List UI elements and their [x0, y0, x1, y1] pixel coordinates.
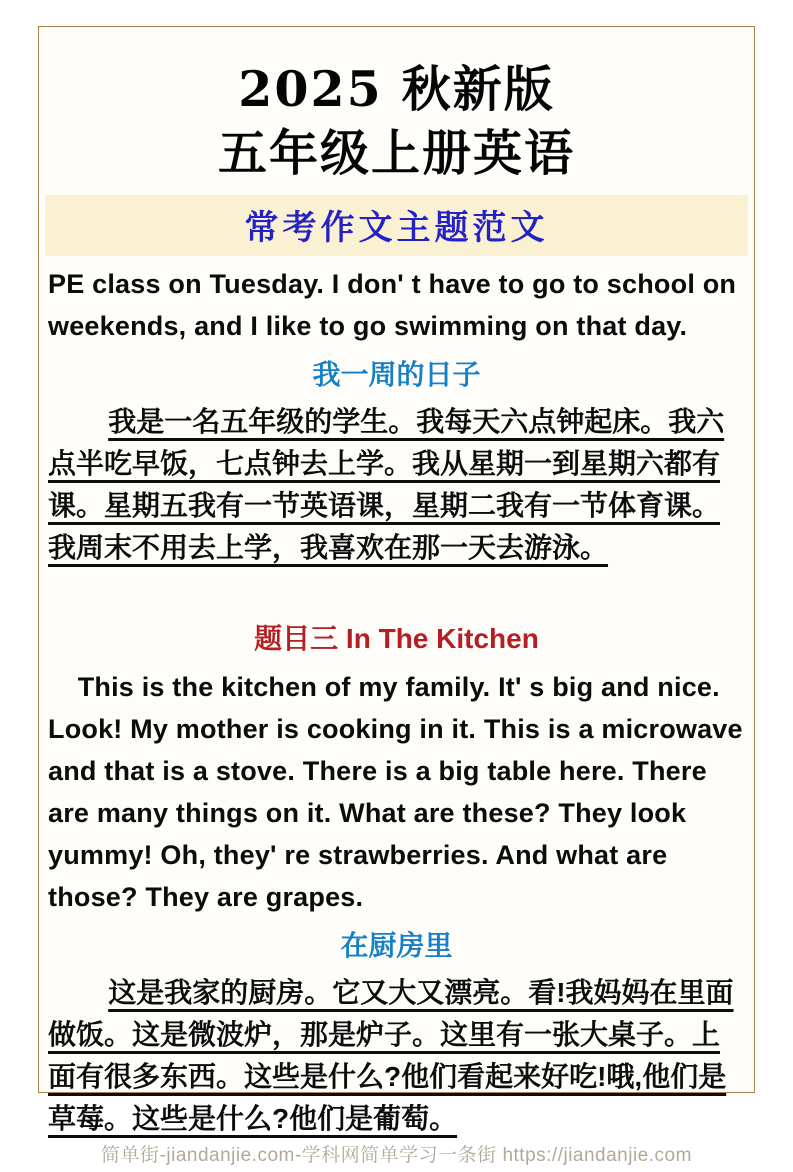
- essay-week-chinese-title: 我一周的日子: [312, 359, 481, 390]
- essay-kitchen-chinese-text: 这是我家的厨房。它又大又漂亮。看!我妈妈在里面做饭。这是微波炉，那是炉子。这里有一张大桌子。上面有很多东西。这些是什么?他们看起来好吃!哦,他们是草莓。这些是什么?他们是葡萄。: [48, 977, 734, 1134]
- essay-kitchen-english-text: This is the kitchen of my family. It' s big and nice. Look! My mother is cooking in it. This is a microwave and that is a stove. There is a big table here. There are many things on it. What are these? They look yummy! Oh, they' re strawberries. And what are those? They are grapes.: [48, 672, 743, 912]
- topic-three-heading: 题目三 In The Kitchen: [254, 623, 539, 654]
- site-watermark: 简单街-jiandanjie.com-学科网简单学习一条街 https://jiandanjie.com: [101, 1145, 692, 1166]
- essay-kitchen-chinese-title: 在厨房里: [340, 930, 453, 961]
- essay-week-chinese-text: 我是一名五年级的学生。我每天六点钟起床。我六点半吃早饭，七点钟去上学。我从星期一到星期六都有课。星期五我有一节英语课，星期二我有一节体育课。我周末不用去上学，我喜欢在那一天去游泳。: [48, 406, 725, 563]
- document-title-line1: 2025 秋新版: [238, 60, 555, 118]
- essay-week-english-continuation: PE class on Tuesday. I don' t have to go to school on weekends, and I like to go swimming on that day.: [48, 269, 737, 341]
- banner-title: 常考作文主题范文: [244, 208, 549, 248]
- section-banner: [45, 195, 748, 256]
- document-title-line2: 五年级上册英语: [217, 124, 575, 182]
- document-title: [48, 57, 745, 185]
- document-page: [38, 26, 755, 1166]
